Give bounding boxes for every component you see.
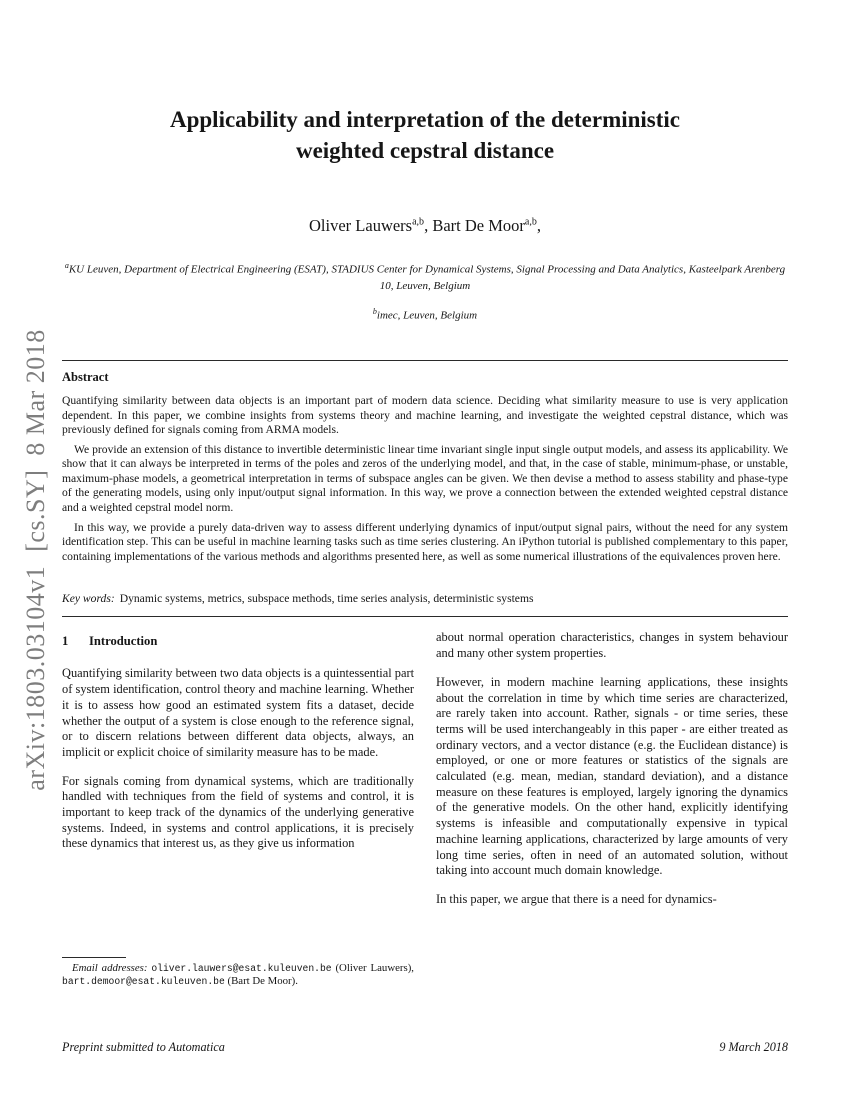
byline-trailing-comma: , bbox=[536, 216, 541, 236]
footnote-name-1: (Oliver Lauwers), bbox=[331, 961, 414, 974]
abstract-body bbox=[62, 394, 788, 565]
affiliation-2-text: imec, Leuven, Belgium bbox=[376, 309, 478, 322]
body-paragraph-argue: In this paper, we argue that there is a need for dynamics- bbox=[436, 891, 717, 906]
keywords-text: Dynamic systems, metrics, subspace methods, time series analysis, deterministic systems bbox=[119, 592, 534, 606]
author-2: Bart De Moor bbox=[432, 216, 525, 236]
footer-date: 9 March 2018 bbox=[719, 1040, 788, 1054]
affiliations bbox=[62, 260, 788, 324]
author-1: Oliver Lauwers bbox=[309, 216, 413, 236]
email-address-1: oliver.lauwers@esat.kuleuven.be bbox=[151, 962, 332, 974]
preprint-note: Preprint submitted to Automatica bbox=[62, 1040, 225, 1054]
footnote-label: Email addresses: bbox=[72, 961, 148, 974]
affiliation-1-mark: a bbox=[64, 261, 69, 271]
right-column bbox=[436, 630, 788, 988]
page-footer bbox=[62, 1040, 788, 1055]
email-footnote bbox=[62, 957, 414, 989]
author-2-affiliation-marks: a,b bbox=[524, 216, 537, 228]
paper-title-line-2: weighted cepstral distance bbox=[295, 138, 555, 164]
abstract-paragraph-1: Quantifying similarity between data objects is an important part of modern data science. Deciding what similarity measure to use is very application dependent. In this paper, we combine insights from systems theory and machine learning, and investigate the weighted cepstral distance, which was previously defined for signals coming from ARMA models. bbox=[62, 393, 788, 437]
abstract-paragraph-3: In this way, we provide a purely data-driven way to assess different underlying dynamics of input/output signal pairs, without the need for any system identification step. This can be useful in machine learning tasks such as time series clustering. An iPython tutorial is published complementary to this paper, containing implementations of the various methods and algorithms presented here, as well as some numerical illustrations of the equivalences proven here. bbox=[62, 520, 788, 563]
section-1-heading bbox=[62, 634, 414, 649]
author-1-affiliation-marks: a,b bbox=[412, 216, 425, 228]
keywords-line bbox=[62, 592, 788, 605]
abstract-paragraph-2: We provide an extension of this distance to invertible deterministic linear time invariant single input single output models, and assess its applicability. We show that it can always be interpreted in terms of the poles and zeros of the underlying model, and that, in the case of stable, minimum-phase, or unstable, maximum-phase models, a geometrical interpretation in terms of subspace angles can be given. We then devise a method to assess stability and phase-type of the generating models, using only input/output signal information. In this way, we prove a connection between the extended weighted cepstral distance and a weighted cepstral model norm. bbox=[62, 442, 788, 515]
body-paragraph-ml: However, in modern machine learning applications, these insights about the correlation in time by which time series are characterized, are rarely taken into account. Rather, signals - or time series, these terms will be used interchangeably in this paper - are either treated as ordinary vectors, and a vector distance (e.g. the Euclidean distance) is employed, or one or more features or statistics of the signals are calculated (e.g. mean, median, standard deviation), and a distance measure on these features is employed, largely ignoring the dynamics of the generative models. On the other hand, explicitly identifying systems is infeasible and computationally expensive in typical machine learning applications, characterized by large amounts of very long time series, often in need of an automated solution, without taking into account much domain knowledge. bbox=[436, 674, 788, 878]
paper-title-line-1: Applicability and interpretation of the deterministic bbox=[169, 107, 681, 132]
affiliation-2 bbox=[62, 306, 788, 324]
arxiv-watermark: arXiv:1803.03104v1 [cs.SY] 8 Mar 2018 bbox=[21, 329, 50, 791]
body-paragraph-continuation: about normal operation characteristics, changes in system behaviour and many other system properties. bbox=[436, 630, 788, 661]
intro-paragraph-2: For signals coming from dynamical systems, which are traditionally handled with techniques from the field of systems and control, it is important to keep track of the dynamics of the underlying generative systems. Indeed, in systems and control applications, it is precisely these dynamics that interest us, as they give us information bbox=[62, 773, 414, 851]
columns-top-rule bbox=[62, 616, 788, 617]
footnote-name-2: (Bart De Moor). bbox=[224, 975, 298, 988]
abstract-top-rule bbox=[62, 360, 788, 361]
keywords-label: Key words: bbox=[62, 592, 115, 606]
affiliation-2-mark: b bbox=[372, 306, 377, 316]
email-address-2: bart.demoor@esat.kuleuven.be bbox=[62, 976, 225, 988]
paper-page bbox=[62, 0, 788, 988]
paper-title bbox=[62, 104, 788, 166]
abstract-heading: Abstract bbox=[62, 369, 109, 384]
section-1-title: Introduction bbox=[89, 634, 158, 649]
affiliation-1-text: KU Leuven, Department of Electrical Engineering (ESAT), STADIUS Center for Dynamical Systems, Signal Processing and Data Analytics, Kasteelpark Arenberg 10, Leuven, Belgium bbox=[68, 263, 786, 293]
affiliation-1 bbox=[62, 260, 788, 295]
section-1-number: 1 bbox=[62, 634, 69, 649]
two-column-body bbox=[62, 630, 788, 988]
authors-line bbox=[62, 216, 788, 236]
intro-paragraph-1: Quantifying similarity between two data objects is a quintessential part of system identification, control theory and machine learning. Whether it is to assess how good an estimated system fits a dataset, decide whether the output of a system is close enough to the reference signal, or to discern relations between different data objects, always, an implicit or explicit choice of similarity measure has to be made. bbox=[62, 666, 415, 759]
author-separator: , bbox=[424, 216, 433, 236]
footnote-rule bbox=[62, 957, 126, 958]
left-column bbox=[62, 630, 414, 988]
